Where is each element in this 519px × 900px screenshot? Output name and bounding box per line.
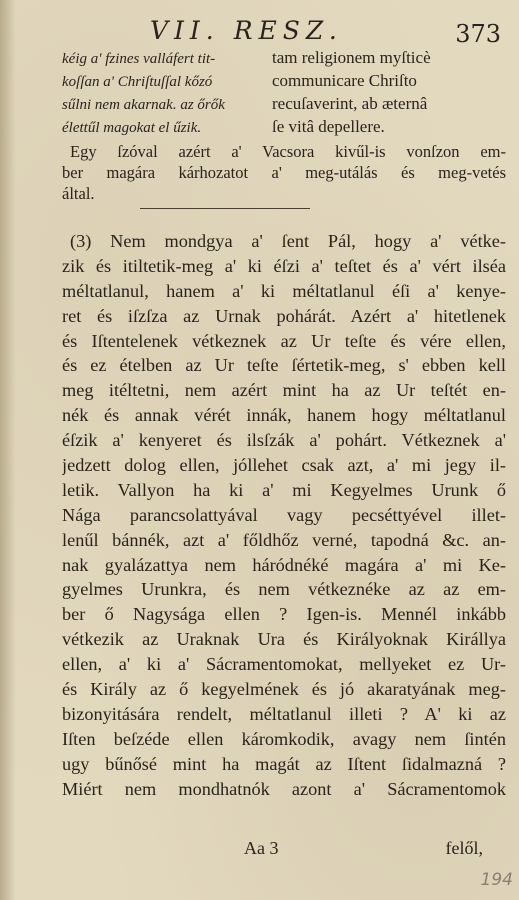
text-line: Miért nem mondhatnók azont a' Sácramentomok	[62, 778, 506, 799]
page-gutter-shadow	[0, 0, 16, 900]
text-line: ugy bűnősé mint ha magát az Iſtent ſidalmazná ?	[62, 753, 506, 774]
hungarian-column-line: élettűl magokat el űzik.	[62, 120, 202, 136]
latin-column-line: recuſaverint, ab æternâ	[272, 94, 428, 113]
signature-mark: Aa 3	[244, 838, 279, 858]
latin-column-line: communicare Chriſto	[272, 71, 417, 90]
section-divider	[140, 208, 310, 209]
text-line: zik és itiltetik-meg a' ki éſzi a' teſtet és a' vért ilséa	[62, 255, 506, 276]
text-line: meg itéltetni, nem azért mint ha az Ur teſtét en-	[62, 380, 506, 401]
text-line: ellen, a' ki a' Sácramentomokat, mellyeket ez Ur-	[62, 654, 506, 675]
bilingual-row	[62, 117, 508, 140]
bilingual-row	[62, 94, 508, 117]
bilingual-row	[62, 48, 508, 71]
catchword: felől,	[445, 838, 483, 858]
running-header	[0, 12, 519, 46]
text-line: és Iſtentelenek vétkeznek az Ur teſte és vére ellen,	[62, 330, 506, 351]
text-line: méltatlanul, hanem a' ki méltatlanul éſi a' kenye-	[62, 280, 506, 301]
hungarian-column-line: sűlni nem akarnak. az őrők	[62, 97, 225, 113]
paragraph-main	[62, 229, 506, 801]
text-line: bizonyitására rendelt, méltatlanul illeti ? A' ki az	[62, 703, 506, 724]
text-line: Iſten beſzéde ellen káromkodik, avagy nem ſintén	[62, 728, 506, 749]
text-line: (3) Nem mondgya a' ſent Pál, hogy a' vétke-	[70, 231, 506, 251]
page-footer	[0, 838, 519, 890]
latin-column-line: tam religionem myſticè	[272, 48, 431, 67]
pencil-folio-note: 194	[480, 870, 513, 890]
bilingual-row	[62, 71, 508, 94]
hungarian-column-line: koſſan a' Chriſtuſſal kőzó	[62, 74, 213, 90]
text-line: Egy ſzóval azért a' Vacsora kivűl-is vonſzon em-	[70, 142, 506, 161]
text-line: által.	[62, 184, 95, 203]
text-line: ret és iſzſza az Urnak pohárát. Azért a' hitetlenek	[62, 305, 506, 326]
latin-column-line: ſe vitâ depellere.	[272, 117, 385, 136]
hungarian-column-line: kéig a' fzines valláfert tit-	[62, 51, 216, 67]
text-line: nak gyalázattya nem háródnéké magára a' mi Ke-	[62, 554, 506, 575]
text-line: gyelmes Urunkra, és nem vétkeznéke az az em-	[62, 579, 506, 600]
text-line: lenűl bánnék, azt a' főldhőz verné, tapodná &c. an-	[62, 529, 506, 550]
text-line: éſzik a' kenyeret és ilsſzák a' pohárt. Vétkeznek a'	[62, 430, 506, 451]
text-line: ber magára kárhozatot a' meg-utálás és meg-vetés	[62, 163, 506, 182]
text-line: és Király az ő kegyelmének és jó akaratyának meg-	[62, 679, 506, 700]
text-line: letik. Vallyon ha ki a' mi Kegyelmes Urunk ő	[62, 479, 506, 500]
text-line: nék és annak vérét innák, hanem hogy méltatlanul	[62, 405, 506, 426]
text-line: vétkezik az Uraknak Ura és Királyoknak Királlya	[62, 629, 506, 650]
text-line: jedzett dolog ellen, jóllehet csak azt, a' mi jegy il-	[62, 455, 506, 476]
text-line: Nága parancsolattyával vagy pecséttyével illet-	[62, 504, 506, 525]
text-line: ber ő Nagysága ellen ? Igen-is. Mennél inkább	[62, 604, 506, 625]
paragraph-intro	[62, 141, 506, 204]
bilingual-columns	[62, 48, 508, 140]
text-line: és ez ételben az Ur teſte ſértetik-meg, s' ebben kell	[62, 355, 506, 376]
page-number: 373	[455, 20, 501, 48]
running-title: VII. RESZ.	[150, 16, 343, 45]
